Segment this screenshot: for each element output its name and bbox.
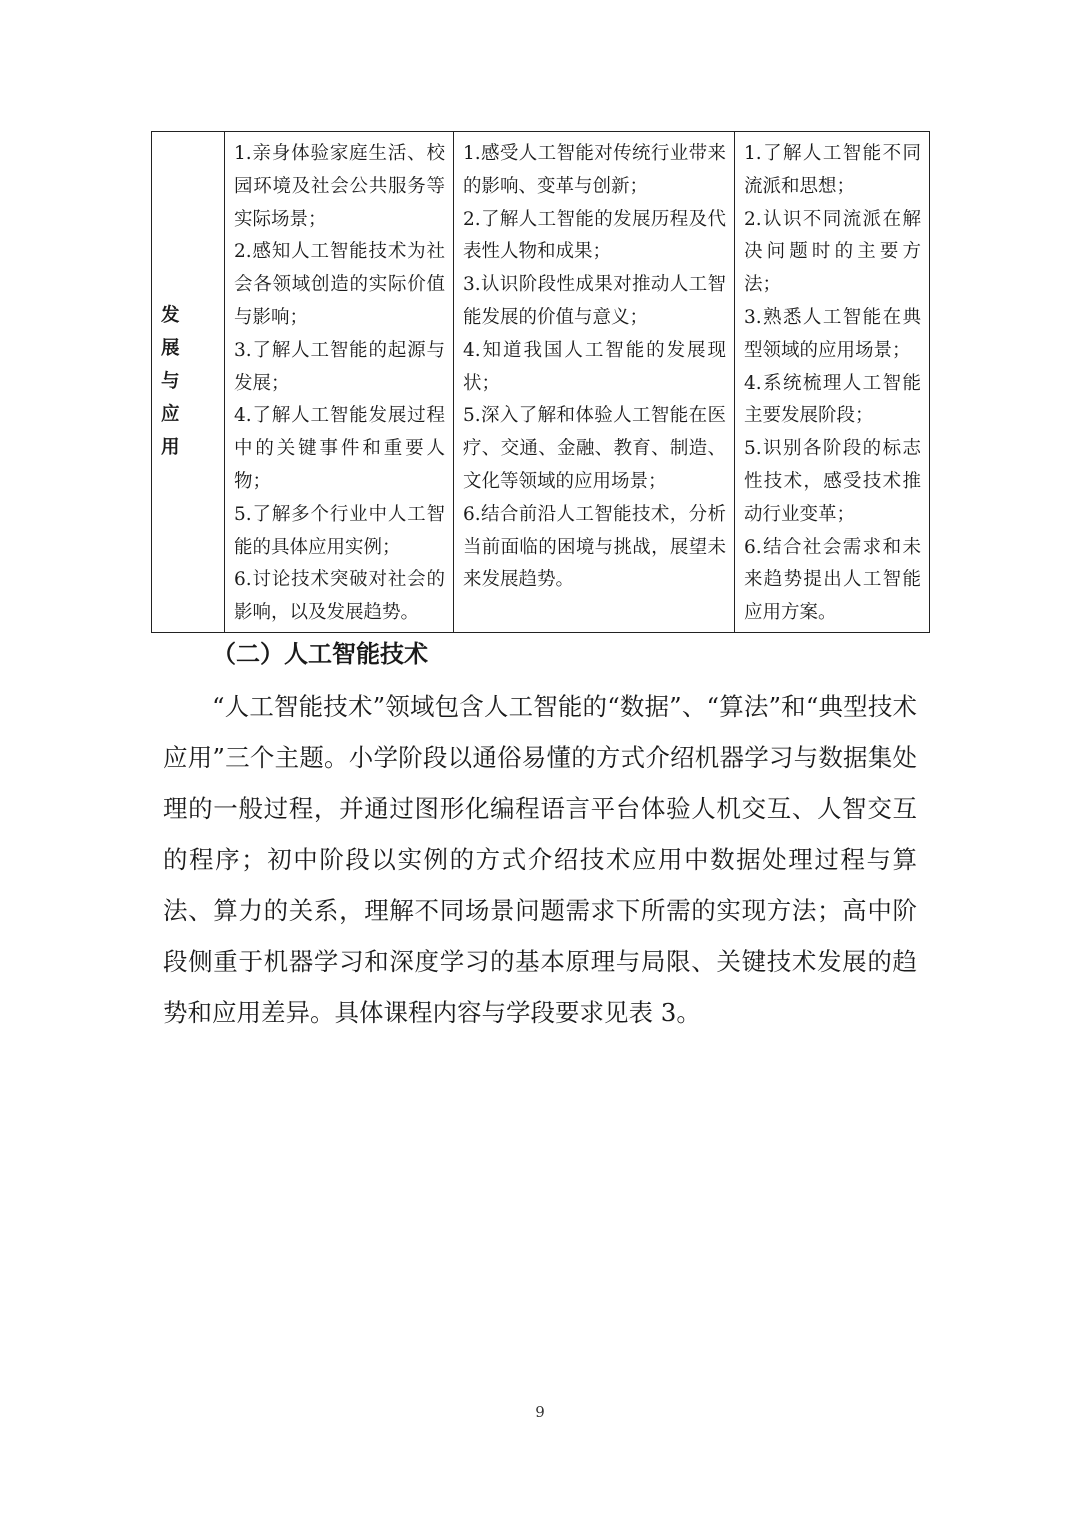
list-item: 6.结合前沿人工智能技术，分析当前面临的困境与挑战，展望未来发展趋势。	[463, 503, 726, 591]
list-item: 5.了解多个行业中人工智能的具体应用实例；	[234, 503, 445, 558]
body-paragraph: “人工智能技术”领域包含人工智能的“数据”、“算法”和“典型技术应用”三个主题。小学阶段以通俗易懂的方式介绍机器学习与数据集处理的一般过程，并通过图形化编程语言平台体验人机交互、人智交互的程序；初中阶段以实例的方式介绍技术应用中数据处理过程与算法、算力的关系，理解不同场景问题需求下所需的实现方法；高中阶段侧重于机器学习和深度学习的基本原理与局限、关键技术发展的趋势和应用差异。具体课程内容与学段要求见表 3。	[163, 692, 917, 1027]
list-item: 5.识别各阶段的标志性技术，感受技术推动行业变革；	[744, 438, 921, 525]
list-item: 2.了解人工智能的发展历程及代表性人物和成果；	[463, 208, 726, 263]
high-stage-cell	[735, 132, 930, 633]
list-item: 6.讨论技术突破对社会的影响，以及发展趋势。	[234, 569, 445, 624]
primary-stage-cell	[225, 132, 454, 633]
list-item: 3.认识阶段性成果对推动人工智能发展的价值与意义；	[463, 274, 726, 328]
middle-stage-cell	[454, 132, 735, 633]
list-item: 4.知道我国人工智能的发展现状；	[463, 339, 726, 394]
list-item: 3.了解人工智能的起源与发展；	[234, 339, 445, 394]
domain-label: 发展与应用	[161, 305, 193, 459]
domain-cell	[152, 132, 225, 633]
list-item: 2.认识不同流派在解决问题时的主要方法；	[744, 208, 921, 296]
list-item: 1.了解人工智能不同流派和思想；	[744, 143, 921, 197]
list-item: 4.系统梳理人工智能主要发展阶段；	[744, 372, 921, 427]
page-number: 9	[535, 1403, 545, 1421]
curriculum-table	[151, 131, 930, 633]
list-item: 4.了解人工智能发展过程中的关键事件和重要人物；	[234, 405, 445, 492]
list-item: 1.感受人工智能对传统行业带来的影响、变革与创新；	[463, 143, 726, 197]
list-item: 6.结合社会需求和未来趋势提出人工智能应用方案。	[744, 536, 921, 624]
list-item: 2.感知人工智能技术为社会各领域创造的实际价值与影响；	[234, 241, 445, 328]
list-item: 5.深入了解和体验人工智能在医疗、交通、金融、教育、制造、文化等领域的应用场景；	[463, 405, 726, 492]
table-row	[152, 132, 930, 633]
list-item: 1.亲身体验家庭生活、校园环境及社会公共服务等实际场景；	[234, 143, 445, 230]
list-item: 3.熟悉人工智能在典型领域的应用场景；	[744, 306, 921, 361]
section-heading: （二）人工智能技术	[212, 640, 428, 668]
